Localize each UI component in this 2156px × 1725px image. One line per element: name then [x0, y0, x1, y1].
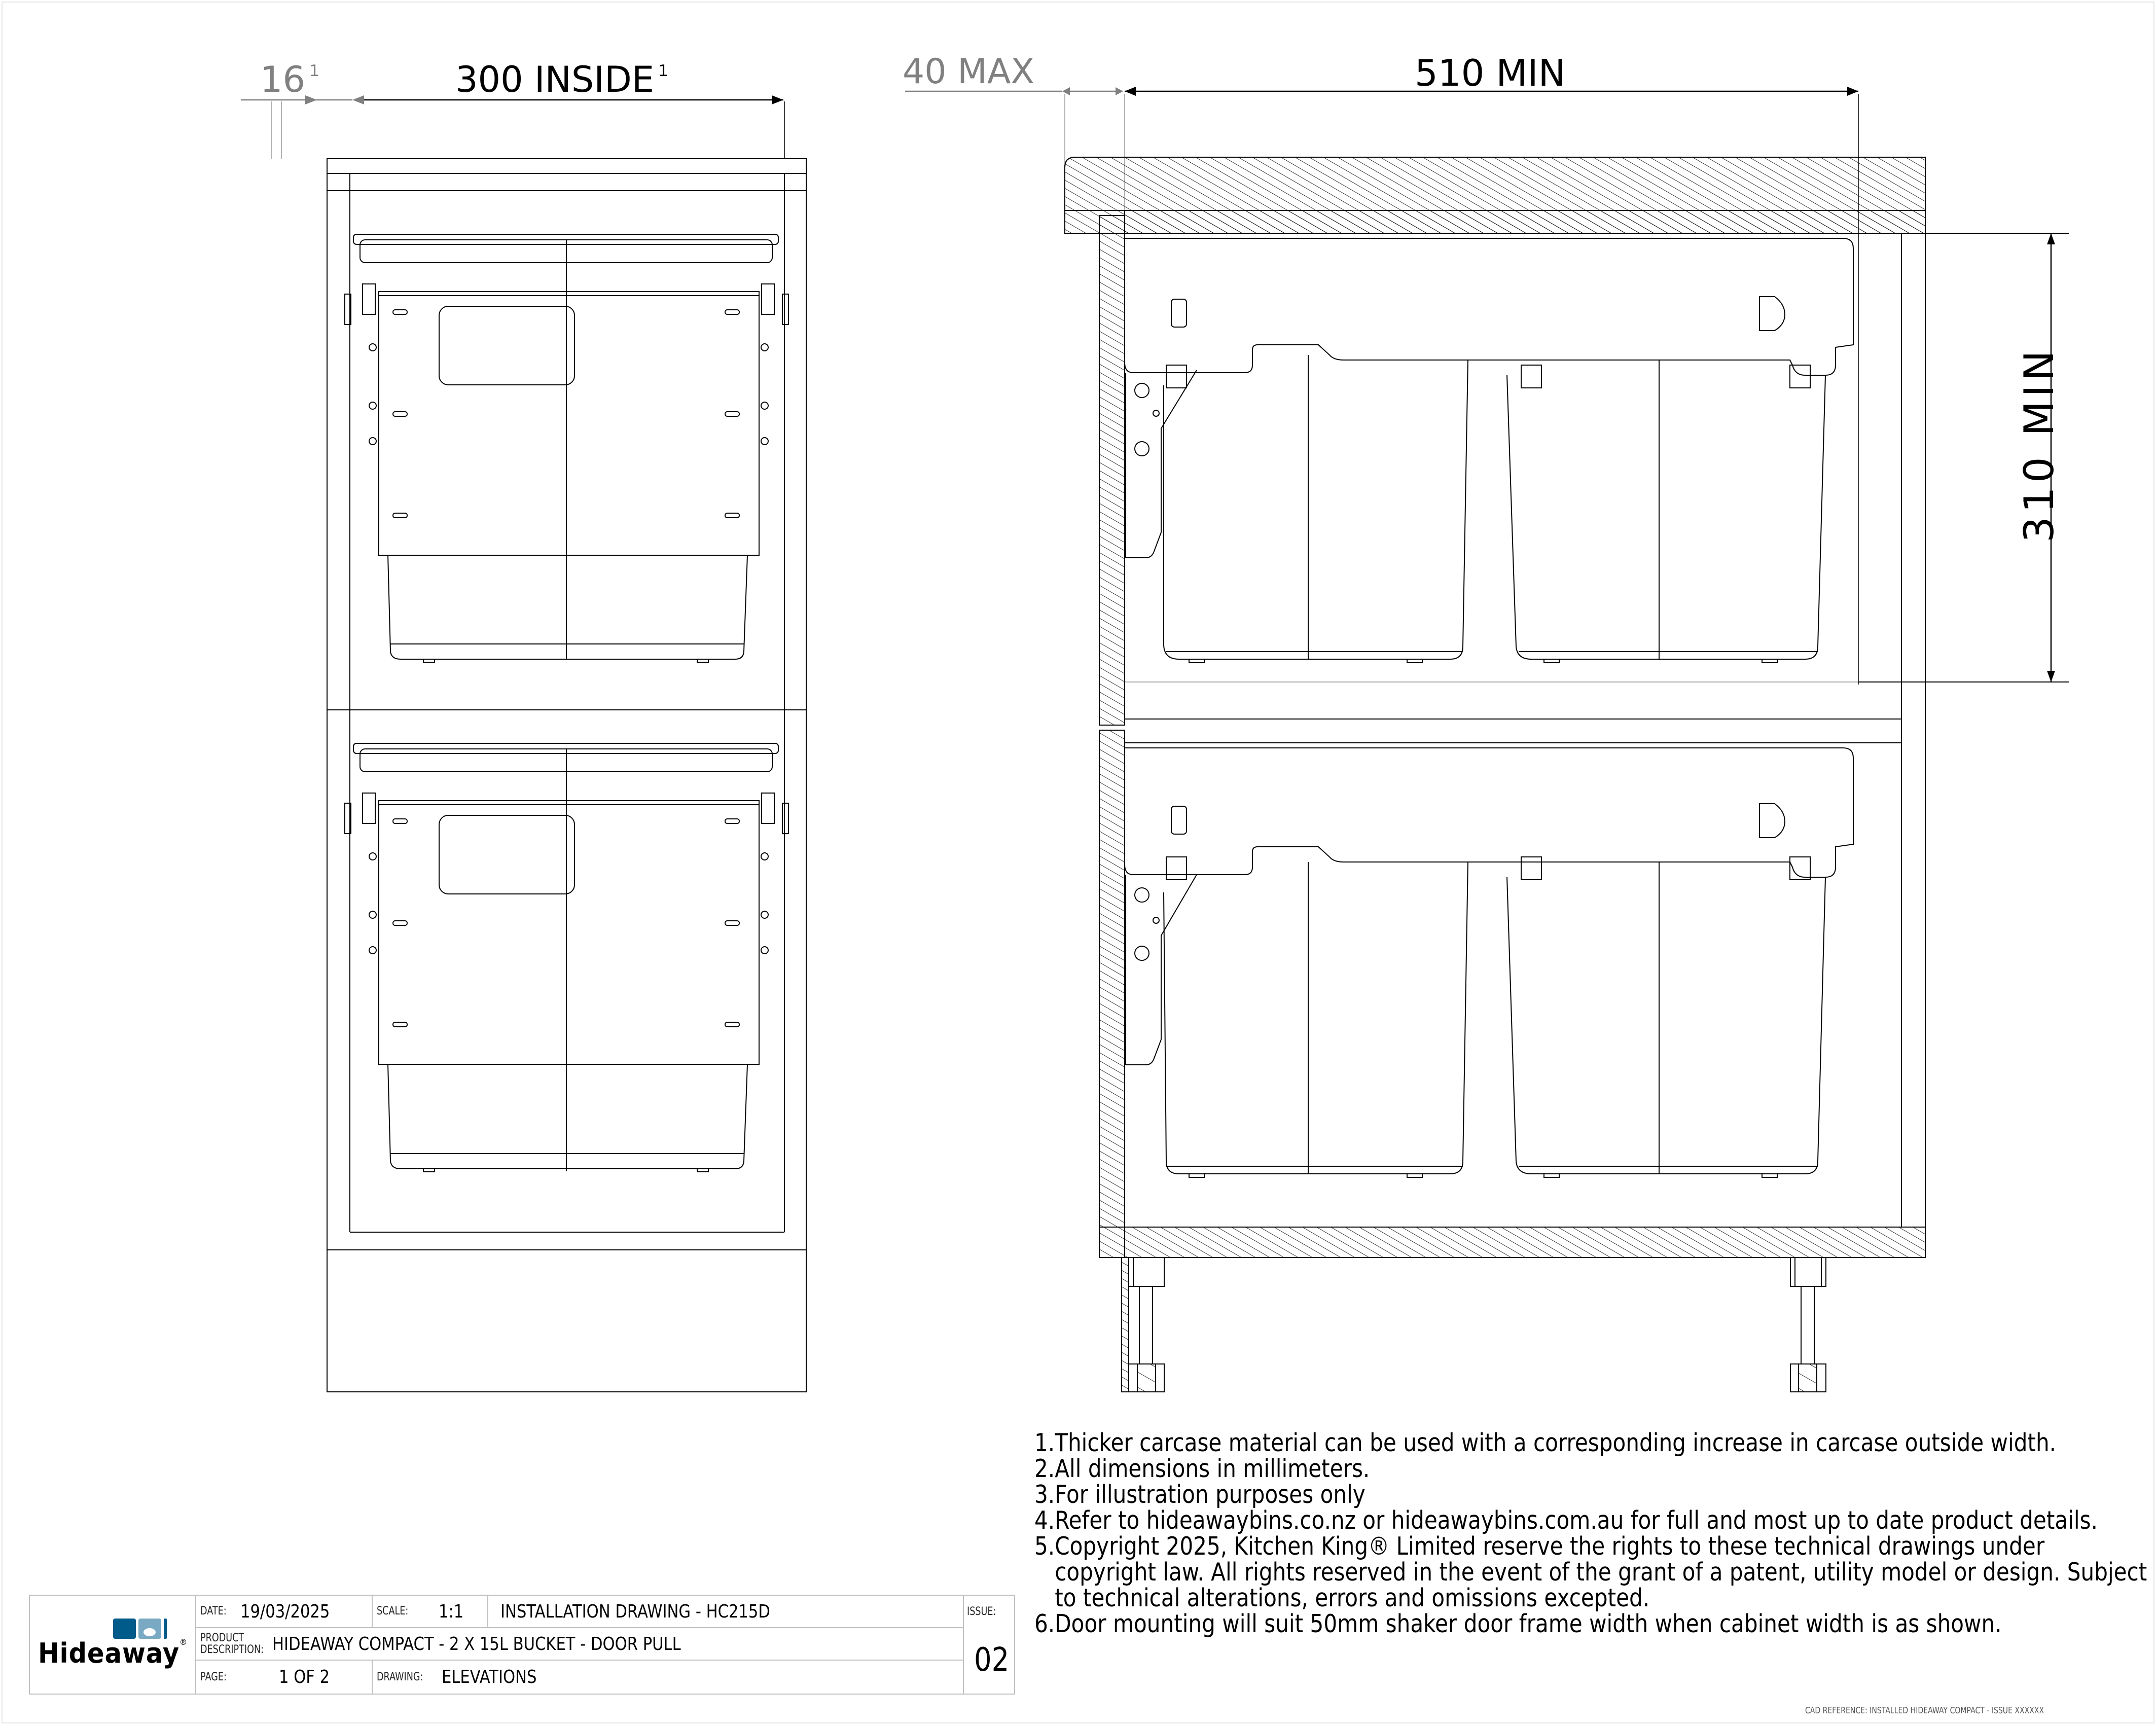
dim-depth: 510 MIN — [1415, 52, 1566, 94]
date-value: 19/03/2025 — [240, 1601, 330, 1622]
drawing-title-cell — [500, 1596, 957, 1627]
note-number: 1. — [1034, 1428, 1055, 1457]
title-row-2 — [196, 1628, 963, 1661]
note-ref-marker: 1 — [658, 62, 668, 81]
front-elevation — [241, 95, 806, 1392]
issue-value: 02 — [974, 1641, 1010, 1679]
date-label: DATE: — [200, 1605, 227, 1618]
hideaway-logo — [30, 1596, 196, 1694]
page-cell — [200, 1661, 373, 1694]
title-block-grid — [196, 1596, 963, 1694]
note-number: 5. — [1034, 1532, 1055, 1561]
note-text: For illustration purposes only — [1055, 1480, 1366, 1509]
note-item — [1034, 1533, 2151, 1611]
page-label: PAGE: — [200, 1670, 227, 1683]
note-number: 2. — [1034, 1454, 1055, 1483]
page-value: 1 OF 2 — [278, 1667, 330, 1687]
note-text: All dimensions in millimeters. — [1055, 1454, 1370, 1483]
general-notes — [1034, 1430, 2151, 1637]
note-number: 6. — [1034, 1609, 1055, 1638]
note-item — [1034, 1482, 2151, 1507]
logo-wordmark: Hideaway® — [38, 1637, 188, 1669]
dim-side-thickness — [260, 59, 319, 100]
note-item — [1034, 1611, 2151, 1637]
note-ref-marker: 1 — [309, 62, 319, 81]
issue-cell — [963, 1596, 1014, 1694]
note-text: Thicker carcase material can be used with a corresponding increase in carcase outside width. — [1055, 1428, 2057, 1457]
date-cell — [200, 1596, 373, 1627]
cad-reference: CAD REFERENCE: INSTALLED HIDEAWAY COMPACT - ISSUE XXXXXX — [1805, 1705, 2044, 1716]
dim-height: 310 MIN — [2016, 346, 2063, 543]
drawing-label: DRAWING: — [377, 1670, 423, 1683]
product-description-cell — [272, 1628, 931, 1660]
note-item — [1034, 1456, 2151, 1482]
drawing-value: ELEVATIONS — [442, 1667, 537, 1687]
issue-label: ISSUE: — [967, 1605, 996, 1618]
scale-value: 1:1 — [438, 1601, 464, 1622]
note-text: Door mounting will suit 50mm shaker door frame width when cabinet width is as shown. — [1055, 1609, 2002, 1638]
product-label-cell — [200, 1628, 276, 1660]
note-number: 3. — [1034, 1480, 1055, 1509]
scale-cell — [377, 1596, 488, 1627]
dim-side-thickness-value: 16 — [260, 59, 306, 100]
dim-door-thickness: 40 MAX — [903, 52, 1034, 92]
note-item — [1034, 1507, 2151, 1533]
note-text: Copyright 2025, Kitchen King® Limited reserve the rights to these technical drawings under copyright law. All rights reserved in the event of the grant of a patent, utility model or design. Subject to technical alterations, errors and omissions excepted. — [1055, 1532, 2147, 1612]
dim-inside-width — [455, 59, 668, 100]
title-row-1 — [196, 1596, 963, 1628]
side-elevation — [905, 87, 2069, 1392]
title-block — [29, 1595, 1015, 1695]
product-description: HIDEAWAY COMPACT - 2 X 15L BUCKET - DOOR PULL — [272, 1633, 681, 1655]
drawing-cell — [377, 1661, 782, 1694]
note-number: 4. — [1034, 1506, 1055, 1535]
dim-inside-width-value: 300 INSIDE — [455, 59, 655, 100]
title-row-3 — [196, 1661, 963, 1694]
note-item — [1034, 1430, 2151, 1456]
drawing-title: INSTALLATION DRAWING - HC215D — [500, 1601, 770, 1622]
scale-label: SCALE: — [377, 1605, 409, 1618]
note-text: Refer to hideawaybins.co.nz or hideawaybins.com.au for full and most up to date product details. — [1055, 1506, 2098, 1535]
product-description-label: PRODUCT DESCRIPTION: — [200, 1631, 264, 1656]
